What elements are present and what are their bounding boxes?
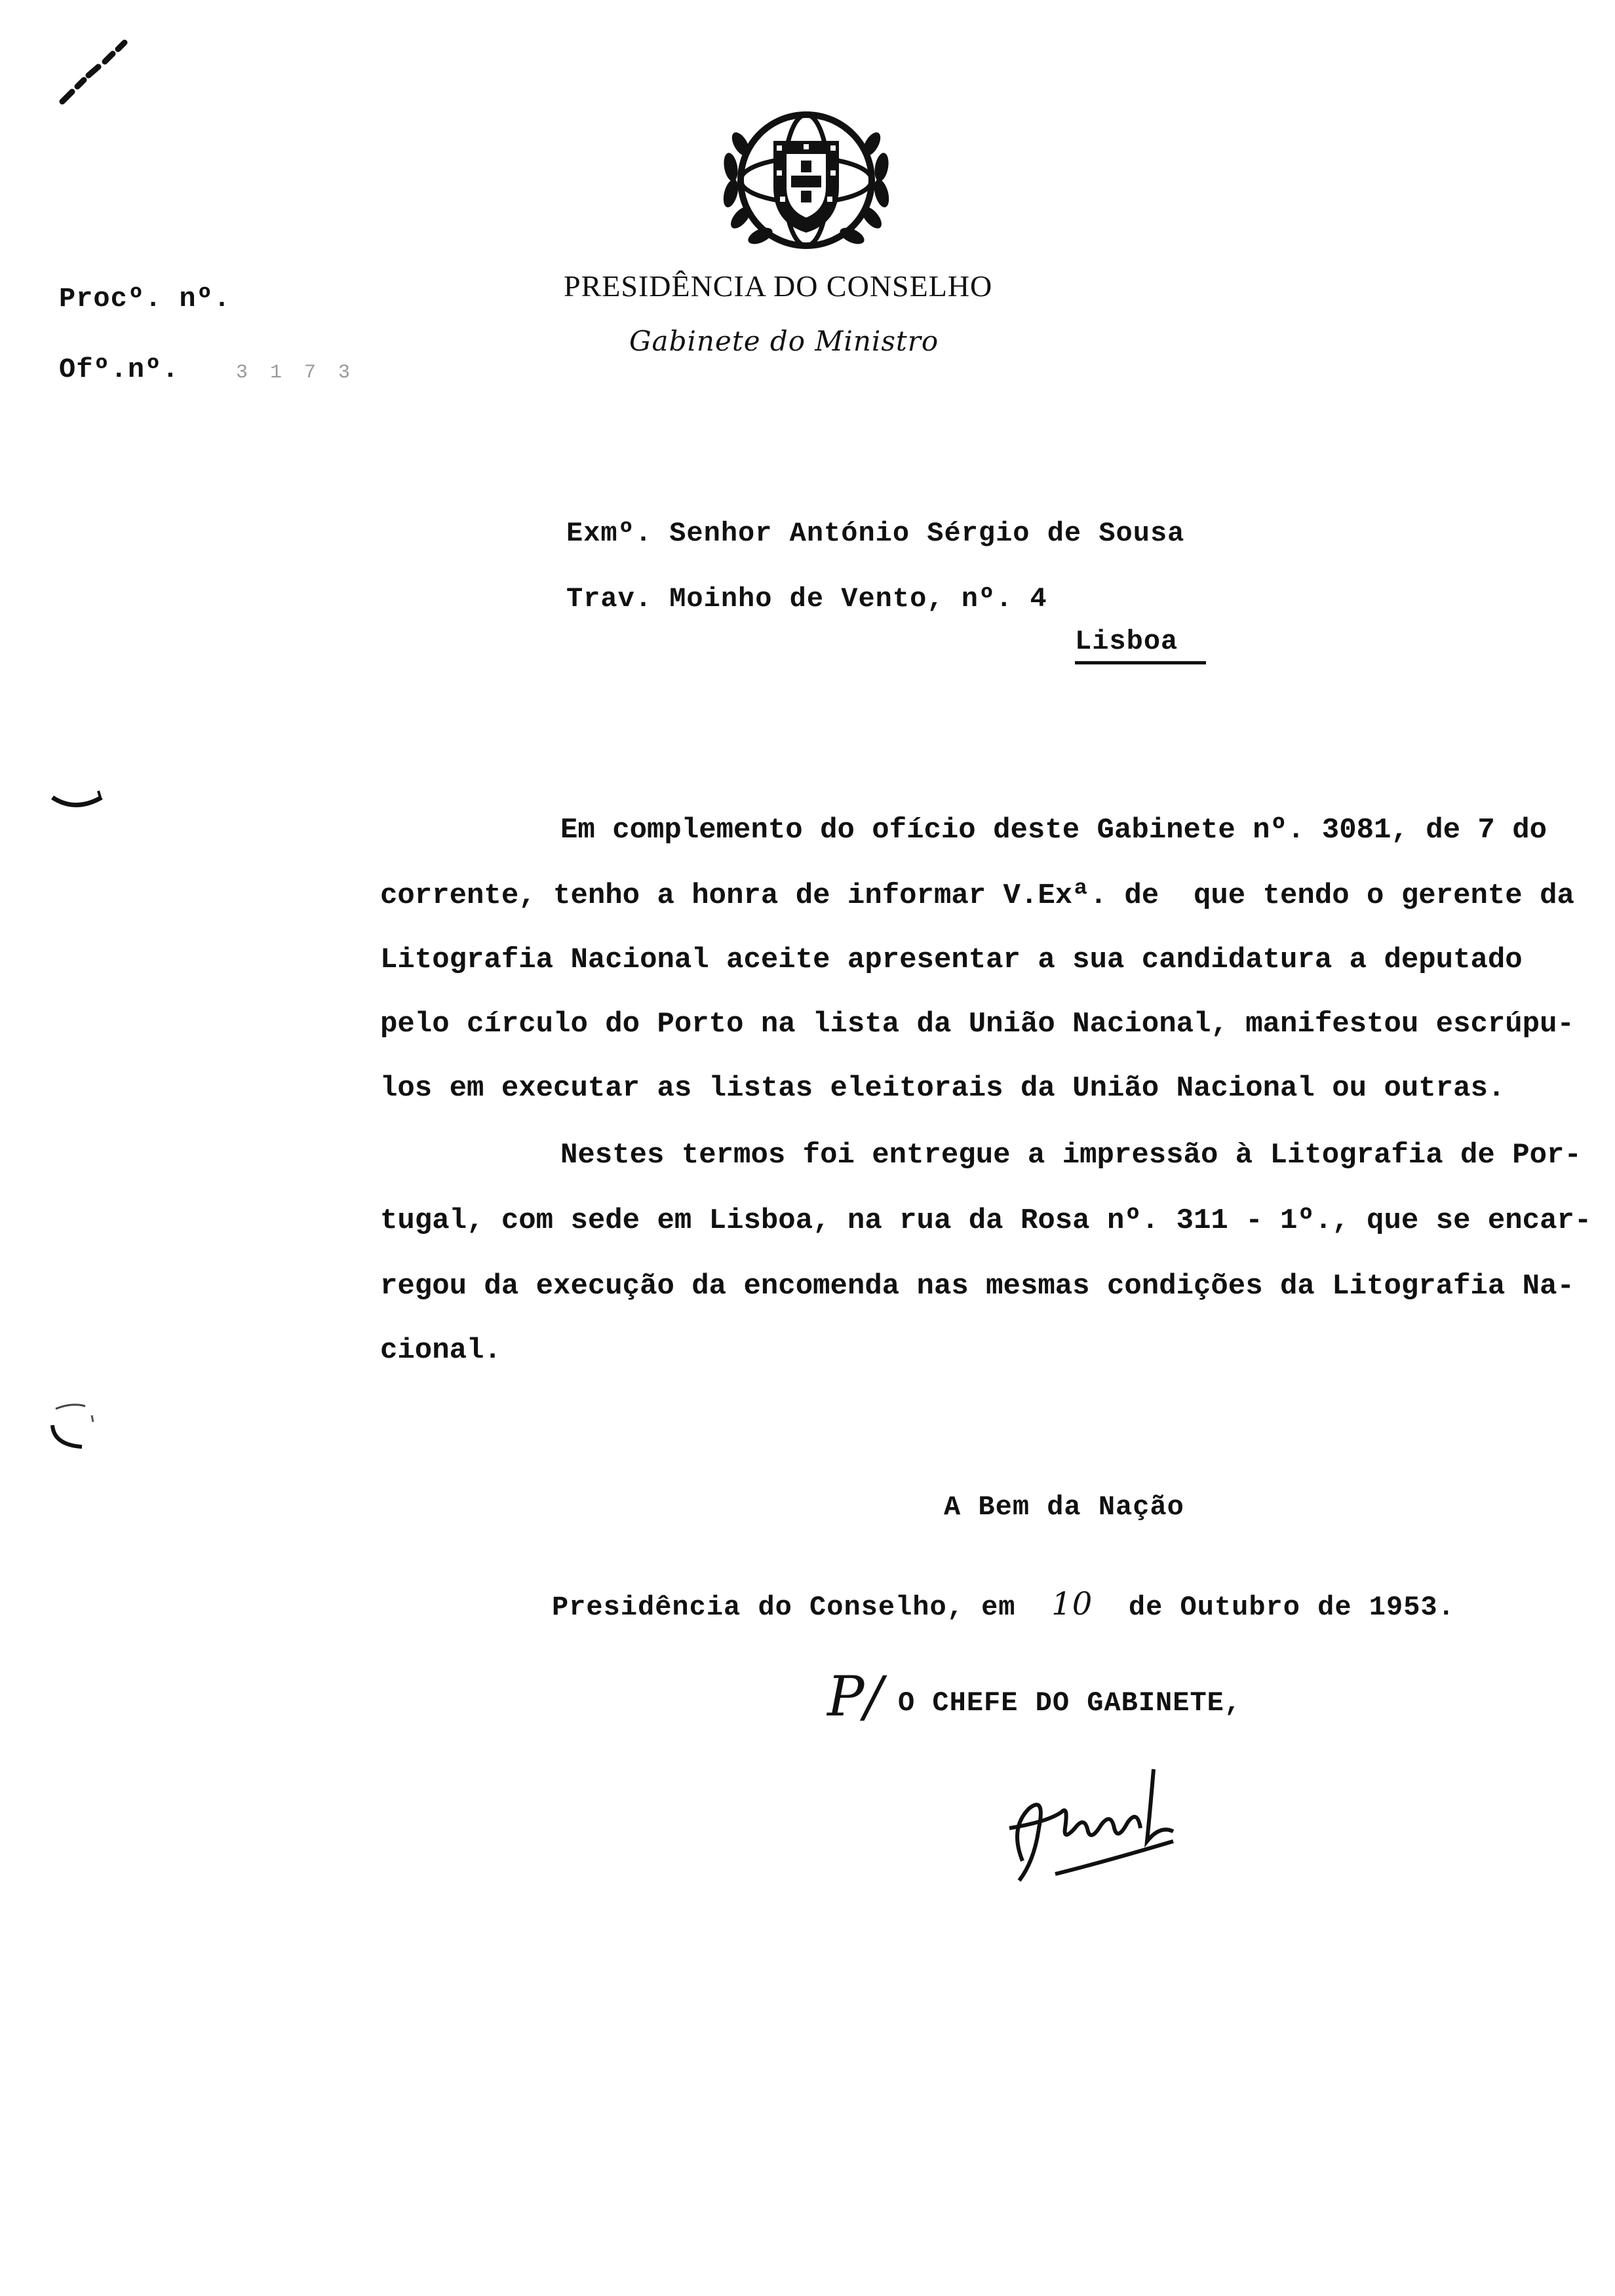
body-p1-line-2: corrente, tenho a honra de informar V.Exª. de que tendo o gerente da [380, 879, 1574, 912]
signatory-title: O CHEFE DO GABINETE, [898, 1687, 1242, 1719]
addressee-line-1: Exmº. Senhor António Sérgio de Sousa [566, 518, 1185, 549]
body-p2-line-3: regou da execução da encomenda nas mesmas condições da Litografia Na- [380, 1270, 1574, 1303]
body-p1-line-1: Em complemento do ofício deste Gabinete nº. 3081, de 7 do [560, 814, 1547, 847]
handwritten-signature [983, 1750, 1193, 1894]
body-p1-line-4: pelo círculo do Porto na lista da União Nacional, manifestou escrúpu- [380, 1008, 1574, 1041]
office-number-stamp: 3 1 7 3 [236, 362, 356, 384]
place-date-prefix: Presidência do Conselho, em [552, 1592, 1033, 1623]
office-number-label: Ofº.nº. [59, 354, 180, 385]
handwritten-per-mark: P/ [827, 1664, 883, 1729]
margin-mark-top [52, 26, 138, 111]
punch-hole-mark-1 [49, 790, 108, 816]
letterhead-institution: PRESIDÊNCIA DO CONSELHO [564, 269, 993, 303]
body-p1-line-5: los em executar as listas eleitorais da União Nacional ou outras. [380, 1072, 1506, 1105]
addressee-line-2: Trav. Moinho de Vento, nº. 4 [566, 583, 1047, 615]
body-p1-line-3: Litografia Nacional aceite apresentar a sua candidatura a deputado [380, 944, 1523, 976]
body-p2-line-4: cional. [380, 1334, 501, 1367]
addressee-city: Lisboa [1075, 626, 1206, 664]
handwritten-day: 10 [1051, 1586, 1093, 1622]
body-p2-line-2: tugal, com sede em Lisboa, na rua da Rosa nº. 311 - 1º., que se encar- [380, 1204, 1592, 1237]
letterhead-department: Gabinete do Ministro [629, 325, 939, 357]
body-p2-line-1: Nestes termos foi entregue a impressão à Litografia de Por- [560, 1139, 1582, 1172]
coat-of-arms-emblem [711, 98, 901, 262]
process-number-label: Procº. nº. [59, 283, 231, 315]
punch-hole-mark-2 [46, 1396, 105, 1455]
closing-salutation: A Bem da Nação [944, 1491, 1184, 1523]
closing-place-date [552, 1586, 1455, 1623]
place-date-suffix: de Outubro de 1953. [1111, 1592, 1455, 1623]
